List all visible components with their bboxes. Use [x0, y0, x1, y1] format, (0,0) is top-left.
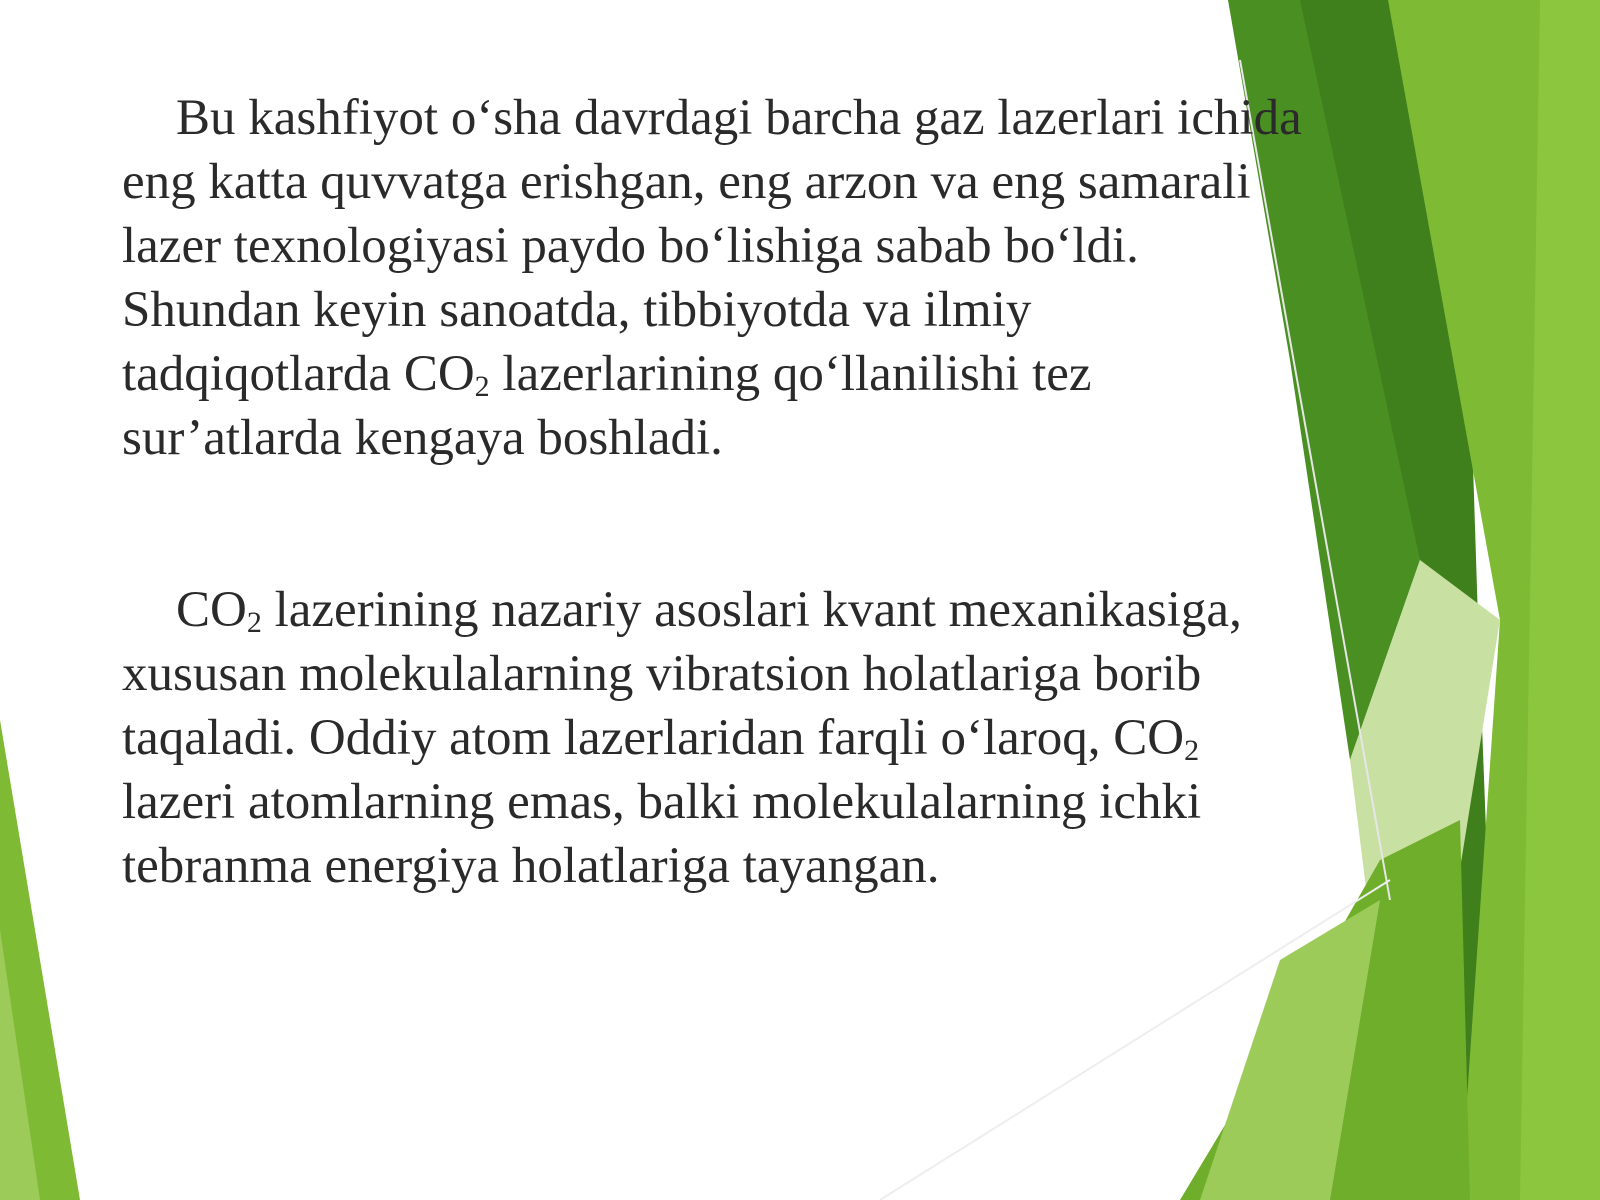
- paragraph-line: eng katta quvvatga erishgan, eng arzon va eng samarali: [122, 154, 1251, 210]
- text-run: lazerining nazariy asoslari kvant mexanikasiga,: [261, 582, 1242, 638]
- paragraph-line: [122, 578, 1362, 642]
- paragraph-line: xususan molekulalarning vibratsion holatlariga borib: [122, 646, 1202, 702]
- paragraph-line: tebranma energiya holatlariga tayangan.: [122, 838, 940, 894]
- subscript: 2: [1184, 734, 1200, 767]
- paragraph-line: Shundan keyin sanoatda, tibbiyotda va ilmiy: [122, 282, 1032, 338]
- subscript: 2: [474, 370, 490, 403]
- paragraph-line: lazeri atomlarning emas, balki molekulalarning ichki: [122, 774, 1202, 830]
- paragraph-2: [122, 578, 1362, 898]
- text-run: taqaladi. Oddiy atom lazerlaridan farqli o‘laroq, CO: [122, 710, 1185, 766]
- paragraph-1: [122, 86, 1362, 470]
- subscript: 2: [246, 606, 262, 639]
- text-run: tadqiqotlarda CO: [122, 346, 475, 402]
- paragraph-line: lazer texnologiyasi paydo bo‘lishiga sabab bo‘ldi.: [122, 218, 1139, 274]
- paragraph-line: Bu kashfiyot o‘sha davrdagi barcha gaz lazerlari ichida: [176, 90, 1302, 146]
- text-run: CO: [176, 582, 247, 638]
- paragraph-line: [122, 342, 1362, 406]
- paragraph-line: sur’atlarda kengaya boshladi.: [122, 410, 723, 466]
- paragraph-line: [122, 706, 1362, 770]
- text-run: lazerlarining qo‘llanilishi tez: [489, 346, 1092, 402]
